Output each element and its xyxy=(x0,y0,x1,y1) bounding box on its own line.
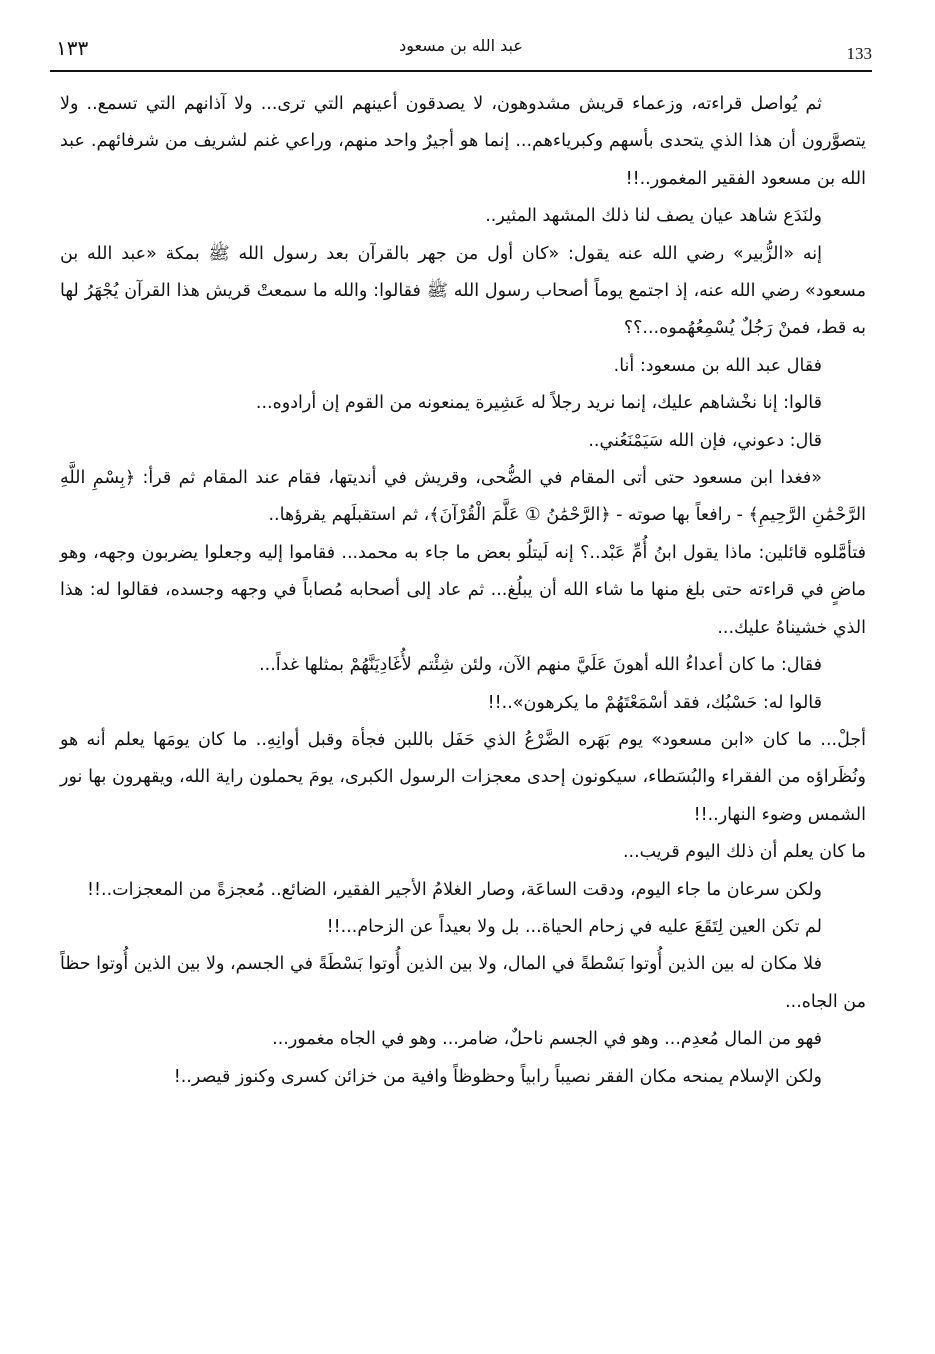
paragraph: فلا مكان له بين الذين أُوتوا بَسْطةً في المال، ولا بين الذين أُوتوا بَسْطَةً في الجسم، ولا بين الذين أُوتوا حظاً من الجاه... xyxy=(60,954,866,1012)
paragraph: «فغدا ابن مسعود حتى أتى المقام في الضُّحى، وقريش في أنديتها، فقام عند المقام ثم قرأ: ﴿بِسْمِ اللَّهِ الرَّحْمَٰنِ الرَّحِيمِ﴾ - رافعاً بها صوته - ﴿الرَّحْمَٰنُ ① عَلَّمَ الْقُرْآنَ﴾، ثم استقبلَهم يقرؤها.. xyxy=(60,468,866,526)
paragraph: قالوا: إنا نخْشاهم عليك، إنما نريد رجلاً له عَشِيرة يمنعونه من القوم إن أرادوه... xyxy=(255,393,822,414)
paragraph: فهو من المال مُعدِم... وهو في الجسم ناحلٌ، ضامر... وهو في الجاه مغمور... xyxy=(272,1029,822,1050)
page-number-arabic: ١٣٣ xyxy=(56,36,89,60)
page-header xyxy=(50,30,872,70)
running-title: عبد الله بن مسعود xyxy=(399,36,523,55)
paragraph: فقال عبد الله بن مسعود: أنا. xyxy=(613,355,822,376)
body-text xyxy=(60,86,866,1096)
paragraph: قال: دعوني، فإن الله سَيَمْنَعُني.. xyxy=(588,430,822,451)
paragraph: ولنَدَع شاهد عيان يصف لنا ذلك المشهد المثير.. xyxy=(485,206,822,227)
paragraph: إنه «الزُّبير» رضي الله عنه يقول: «كان أول من جهر بالقرآن بعد رسول الله ﷺ بمكة «عبد الله بن مسعود» رضي الله عنه، إذ اجتمع يوماً أصحاب رسول الله ﷺ فقالوا: والله ما سمعتْ قريش هذا القرآن يُجْهَرُ لها به قط، فمنْ رَجُلٌ يُسْمِعُهُموه...؟؟ xyxy=(60,243,866,339)
paragraph: فتأمَّلوه قائلين: ماذا يقول ابنُ أُمِّ عَبْد..؟ إنه لَيتلُو بعض ما جاء به محمد... فقاموا إليه وجعلوا يضربون وجهه، وهو ماضٍ في قراءته حتى بلغ منها ما شاء الله أن يبلُغ... ثم عاد إلى أصحابه مُصاباً في وجهه وجسده، فقالوا له: هذا الذي خشيناهُ عليك... xyxy=(60,542,866,638)
paragraph: قالوا له: حَسْبُك، فقد أسْمَعْتَهُمْ ما يكرهون»..!! xyxy=(487,692,822,713)
page-number-latin: 133 xyxy=(846,44,872,63)
paragraph: ما كان يعلم أن ذلك اليوم قريب... xyxy=(622,842,866,863)
paragraph: ولكن سرعان ما جاء اليوم، ودقت الساعَة، وصار الغلامُ الأجير الفقير، الضائع.. مُعجزةً من المعجزات..!! xyxy=(86,879,822,900)
paragraph: لم تكن العين لِتَقَعَ عليه في زحام الحياة... بل ولا بعيداً عن الزحام...!! xyxy=(326,916,822,937)
header-rule xyxy=(50,70,872,72)
paragraph: ثم يُواصل قراءته، وزعماء قريش مشدوهون، لا يصدقون أعينهم التي ترى... ولا آذانهم التي تسمع.. ولا يتصوَّرون أن هذا الذي يتحدى بأسهم وكبرياءهم... إنما هو أجيرٌ واحد منهم، وراعي غنم لشريف من شرفائهم. عبد الله بن مسعود الفقير المغمور..!! xyxy=(60,94,866,189)
paragraph: أجلْ... ما كان «ابن مسعود» يوم بَهَره الضَّرْعُ الذي حَفَل باللبن فجأة وقبل أوانِهِ.. ما كان يومَها يعلم أنه هو ونُظَراؤه من الفقراء والبُسَطاء، سيكونون إحدى معجزات الرسول الكبرى، يومَ يحملون راية الله، ويقهرون بها نور الشمس وضوء النهار..!! xyxy=(60,729,866,825)
paragraph: ولكن الإسلام يمنحه مكان الفقر نصيباً رابياً وحظوظاً وافية من خزائن كسرى وكنوز قيصر..! xyxy=(173,1066,822,1087)
paragraph: فقال: ما كان أعداءُ الله أهونَ عَلَيَّ منهم الآن، ولئن شِئْتم لأُغَادِيَنَّهُمْ بمثلها غداً... xyxy=(259,655,822,676)
